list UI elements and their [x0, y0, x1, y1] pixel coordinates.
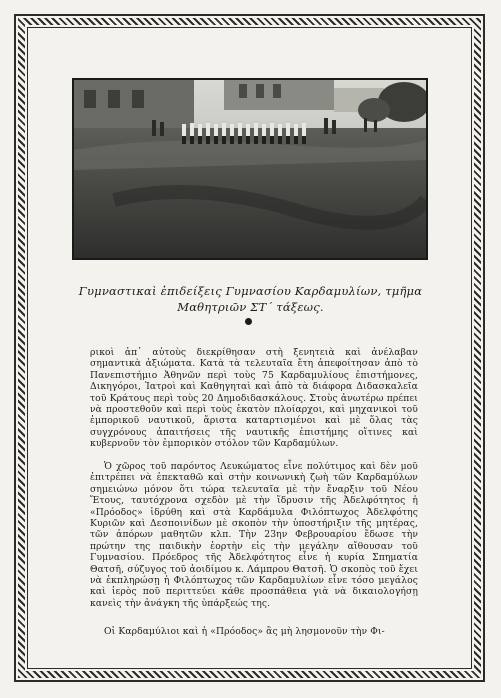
photo-caption-line2: Μαθητριῶν ΣΤ΄ τάξεως.	[177, 300, 324, 314]
gymnastics-photo	[72, 78, 428, 260]
section-divider-dot	[245, 318, 252, 325]
body-paragraph-2: Ὁ χῶρος τοῦ παρόντος Λευκώματος εἶνε πολύτιμος καὶ δὲν μοῦ ἐπιτρέπει νὰ ἐπεκταθῶ καὶ στὴν κοινωνικὴ ζωὴ τῶν Καρδαμύλων σημειώνω μόνον ὅτι τώρα τελευταῖα μὲ τὴν ἔναρξιν τοῦ Νέου Ἔτους, ταυτόχρονα σχεδὸν μὲ τὴν ἵδρυσιν τῆς Ἀδελφότητος ἡ «Πρόοδος» ἱδρύθη καὶ στὰ Καρδάμυλα Φιλόπτωχος Ἀδελφότης Κυριῶν καὶ Δεσποινίδων μὲ σκοπὸν τὴν ὑποστήριξιν τῆς μητέρας, τῶν ἀπόρων μαθητῶν κλπ. Τὴν 23ην Φεβρουαρίου ἔδωσε τὴν πρώτην της παιδικὴν ἑορτὴν εἰς τὴν μεγάλην αἴθουσαν τοῦ Γυμνασίου. Πρόεδρος τῆς Ἀδελφότητος εἶνε ἡ κυρία Σπηματία Θατσῆ, σύζυγος τοῦ ἀοιδίμου κ. Λάμπρου Θατσῆ. Ὁ σκοπὸς τοῦ ἔχει νὰ ἐκπληρώσῃ ἡ Φιλόπτωχος τῶν Καρδαμυλίων εἶνε τόσο μεγάλος καὶ ἱερὸς ποῦ περιττεύει κάθε προσπάθεια γιὰ νὰ δικαιολογήσῃ κανεὶς τὴν ἀνάγκη τῆς ὑπάρξεώς της.	[90, 461, 418, 609]
photo-caption-line1: Γυμναστικαὶ ἐπιδείξεις Γυμνασίου Καρδαμυλίων, τμῆμα	[78, 284, 423, 298]
body-paragraph-3: Οἱ Καρδαμύλιοι καὶ ἡ «Πρόοδος» ἂς μὴ λησμονοῦν τὴν Φι-	[104, 626, 385, 637]
body-paragraph-1: ρικοὶ ἀπ᾽ αὐτοὺς διεκρίθησαν στὴ ξενητειὰ καὶ ἀνέλαβαν σημαντικὰ ἀξιώματα. Κατὰ τὰ τελευταῖα ἔτη ἀπεφοίτησαν ἀπὸ τὸ Πανεπιστήμιο Ἀθηνῶν περὶ τοὺς 75 Καρδαμυλίους ἐπιστήμονες, Δικηγόροι, Ἰατροὶ καὶ Καθηγηταὶ καὶ ἀπὸ τὰ διάφορα Διδασκαλεῖα τοῦ Κράτους περὶ τοὺς 20 Δημοδιδασκάλους. Στοὺς ἀνωτέρω πρέπει νὰ προστεθοῦν καὶ περὶ τοὺς ἑκατὸν πλοίαρχοι, καὶ μηχανικοὶ τοῦ ἐμπορικοῦ ναυτικοῦ, ἄριστα καταρτισμένοι καὶ μὲ ὅλας τὰς συγχρόνους ἀπαιτήσεις τῆς ναυτικῆς ἐπιστήμης οἵτινες καὶ κυβερνοῦν τὸν ἐμπορικὸν στόλον τῶν Καρδαμύλων.	[90, 347, 418, 450]
